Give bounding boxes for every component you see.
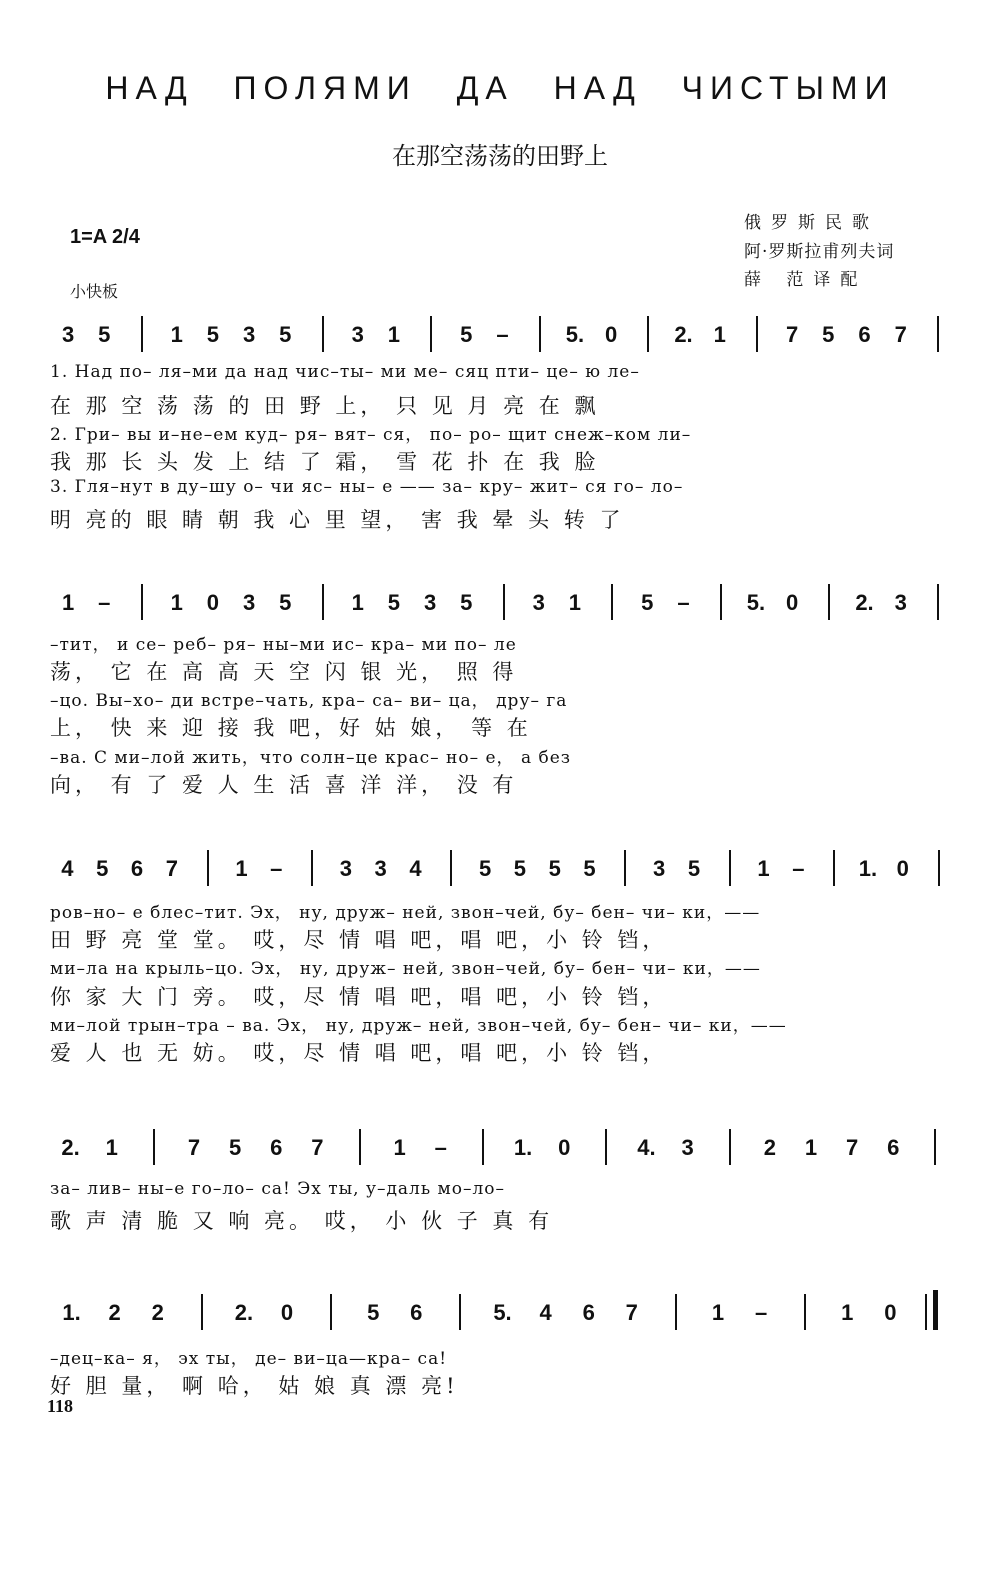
barline bbox=[611, 584, 613, 620]
note: – bbox=[792, 856, 805, 881]
note: 0 bbox=[785, 590, 799, 615]
music-row bbox=[50, 844, 962, 1134]
page-number: 118 bbox=[47, 1396, 74, 1416]
note: 3 bbox=[532, 590, 545, 615]
note: 5 bbox=[822, 322, 835, 347]
note: 5 bbox=[641, 590, 654, 615]
barline bbox=[330, 1294, 332, 1330]
note: 4. bbox=[637, 1135, 656, 1160]
note: 1 bbox=[170, 322, 183, 347]
barline bbox=[937, 316, 939, 352]
note: 7 bbox=[894, 322, 907, 347]
barline bbox=[833, 850, 835, 886]
barline bbox=[925, 1294, 927, 1330]
lyric-line: 2. Гри– вы и–не–ем куд– ря– вят– ся， по– ро– щит снеж–ком ли– bbox=[50, 425, 692, 445]
note: 3 bbox=[894, 590, 907, 615]
note: 4 bbox=[61, 856, 74, 881]
notation-line bbox=[50, 844, 962, 894]
note: 1 bbox=[105, 1135, 118, 1160]
barline bbox=[934, 1129, 936, 1165]
note: 0 bbox=[206, 590, 220, 615]
note: 6 bbox=[410, 1300, 423, 1325]
note: 1 bbox=[841, 1300, 854, 1325]
note: 5 bbox=[583, 856, 596, 881]
lyric-line: 在 那 空 荡 荡 的 田 野 上， 只 见 月 亮 在 飘 bbox=[50, 394, 600, 418]
barline bbox=[322, 316, 324, 352]
note: 2. bbox=[61, 1135, 80, 1160]
lyric-line: 我 那 长 头 发 上 结 了 霜， 雪 花 扑 在 我 脸 bbox=[50, 450, 600, 474]
barline bbox=[359, 1129, 361, 1165]
lyric-line: –тит， и се– реб– ря– ны–ми ис– кра– ми по– ле bbox=[50, 635, 517, 655]
note: 2 bbox=[763, 1135, 776, 1160]
lyric-line: 上， 快 来 迎 接 我 吧，好 姑 娘， 等 在 bbox=[50, 716, 532, 740]
barline bbox=[207, 850, 209, 886]
note: 3 bbox=[242, 322, 256, 347]
note: 0 bbox=[280, 1300, 294, 1325]
note: 3 bbox=[351, 322, 364, 347]
lyric-line: ми–лой трын–тра – ва. Эх， ну, друж– ней, звон–чей, бу– бен– чи– ки，—— bbox=[50, 1016, 787, 1036]
note: 5 bbox=[513, 856, 527, 881]
song-title: НАД ПОЛЯМИ ДА НАД ЧИСТЫМИ bbox=[105, 70, 895, 106]
lyric-line: 歌 声 清 脆 又 响 亮。 哎， 小 伙 子 真 有 bbox=[50, 1209, 554, 1233]
barline bbox=[729, 1129, 731, 1165]
barline bbox=[804, 1294, 806, 1330]
note: – bbox=[754, 1300, 768, 1325]
note: 1 bbox=[393, 1135, 406, 1160]
lyric-line: –ва. С ми–лой жить，что солн–це крас– но– е， а без bbox=[50, 748, 572, 768]
note: 3 bbox=[681, 1135, 694, 1160]
note: 5 bbox=[228, 1135, 242, 1160]
notation-line bbox=[50, 310, 962, 360]
note: 3 bbox=[61, 322, 75, 347]
barline bbox=[430, 316, 432, 352]
lyric-line: 向， 有 了 爱 人 生 活 喜 洋 洋， 没 有 bbox=[50, 773, 518, 797]
note: 6 bbox=[130, 856, 144, 881]
note: 7 bbox=[187, 1135, 201, 1160]
note: 6 bbox=[270, 1135, 283, 1160]
barline bbox=[201, 1294, 203, 1330]
barline bbox=[624, 850, 626, 886]
note: – bbox=[434, 1135, 447, 1160]
note: 5 bbox=[98, 322, 111, 347]
barline bbox=[756, 316, 758, 352]
lyric-line: 你 家 大 门 旁。 哎，尽 情 唱 吧，唱 吧，小 铃 铛， bbox=[50, 985, 668, 1009]
note: 1 bbox=[568, 590, 582, 615]
note: 1. bbox=[858, 856, 878, 881]
note: 0 bbox=[604, 322, 618, 347]
barline bbox=[647, 316, 649, 352]
song-subtitle: 在那空荡荡的田野上 bbox=[392, 142, 608, 170]
barline bbox=[938, 850, 940, 886]
note: – bbox=[496, 322, 509, 347]
notation-line bbox=[50, 1123, 962, 1173]
note: 5 bbox=[460, 590, 473, 615]
note: 5 bbox=[478, 856, 492, 881]
music-row bbox=[50, 578, 962, 868]
note: 1. bbox=[513, 1135, 533, 1160]
tempo-marking: 小快板 bbox=[70, 282, 119, 301]
lyric-line: 爱 人 也 无 妨。 哎，尽 情 唱 吧，唱 吧，小 铃 铛， bbox=[50, 1041, 668, 1065]
note: 5 bbox=[387, 590, 401, 615]
music-row bbox=[50, 1288, 962, 1578]
lyric-line: 明 亮的 眼 睛 朝 我 心 里 望， 害 我 晕 头 转 了 bbox=[50, 508, 625, 532]
barline bbox=[459, 1294, 461, 1330]
lyric-line: 3. Гля–нут в ду–шу о– чи яс– ны– е —— за– кру– жит– ся го– ло– bbox=[50, 477, 684, 497]
lyric-line: –дец–ка– я， эх ты， де– ви–ца—кра– са! bbox=[50, 1349, 448, 1369]
note: 4 bbox=[539, 1300, 552, 1325]
note: 5 bbox=[460, 322, 473, 347]
lyric-line: ров–но– е блес–тит. Эх， ну, друж– ней, звон–чей, бу– бен– чи– ки，—— bbox=[50, 903, 761, 923]
barline bbox=[503, 584, 505, 620]
note: 6 bbox=[582, 1300, 595, 1325]
barline bbox=[937, 584, 939, 620]
note: 1. bbox=[62, 1300, 81, 1325]
barline bbox=[828, 584, 830, 620]
note: 1 bbox=[351, 590, 364, 615]
note: 5 bbox=[367, 1300, 380, 1325]
note: 1 bbox=[757, 856, 770, 881]
credit-lyricist: 阿·罗斯拉甫列夫词 bbox=[744, 242, 895, 262]
note: 6 bbox=[887, 1135, 900, 1160]
note: – bbox=[98, 590, 111, 615]
lyric-line: за– лив– ны–е го–ло– са! Эх ты, у–даль мо–ло– bbox=[50, 1179, 506, 1199]
barline bbox=[141, 316, 143, 352]
barline bbox=[720, 584, 722, 620]
note: 7 bbox=[785, 322, 799, 347]
lyric-line: 1. Над по– ля–ми да над чис–ты– ми ме– сяц пти– це– ю ле– bbox=[50, 362, 640, 382]
note: 3 bbox=[374, 856, 387, 881]
note: 7 bbox=[625, 1300, 638, 1325]
notation-line bbox=[50, 578, 962, 628]
note: 0 bbox=[884, 1300, 897, 1325]
note: 1 bbox=[235, 856, 248, 881]
note: – bbox=[270, 856, 283, 881]
final-barline bbox=[933, 1290, 938, 1330]
note: 3 bbox=[339, 856, 352, 881]
note: – bbox=[677, 590, 690, 615]
note: 7 bbox=[311, 1135, 324, 1160]
note: 1 bbox=[713, 322, 726, 347]
note: 2. bbox=[674, 322, 693, 347]
note: 1 bbox=[804, 1135, 818, 1160]
note: 1 bbox=[61, 590, 75, 615]
note: 5. bbox=[493, 1300, 512, 1325]
note: 1 bbox=[711, 1300, 725, 1325]
barline bbox=[322, 584, 324, 620]
note: 2 bbox=[108, 1300, 121, 1325]
lyric-line: 荡， 它 在 高 高 天 空 闪 银 光， 照 得 bbox=[50, 660, 518, 684]
credit-translator: 薛 范译配 bbox=[744, 270, 868, 290]
note: 1 bbox=[387, 322, 401, 347]
key-signature: 1=A 2/4 bbox=[70, 226, 140, 248]
note: 3 bbox=[242, 590, 256, 615]
note: 0 bbox=[558, 1135, 571, 1160]
note: 3 bbox=[653, 856, 666, 881]
note: 5 bbox=[548, 856, 561, 881]
note: 5 bbox=[96, 856, 109, 881]
note: 5. bbox=[746, 590, 766, 615]
note: 0 bbox=[896, 856, 909, 881]
note: 2 bbox=[151, 1300, 164, 1325]
barline bbox=[153, 1129, 155, 1165]
barline bbox=[482, 1129, 484, 1165]
lyric-line: 好 胆 量， 啊 哈， 姑 娘 真 漂 亮! bbox=[50, 1374, 459, 1398]
lyric-line: ми–ла на крыль–цо. Эх， ну, друж– ней, звон–чей, бу– бен– чи– ки，—— bbox=[50, 959, 761, 979]
notation-line bbox=[50, 1288, 962, 1338]
barline bbox=[141, 584, 143, 620]
note: 5 bbox=[206, 322, 220, 347]
note: 5 bbox=[279, 322, 292, 347]
note: 7 bbox=[165, 856, 178, 881]
barline bbox=[450, 850, 452, 886]
note: 2. bbox=[234, 1300, 254, 1325]
barline bbox=[311, 850, 313, 886]
note: 6 bbox=[858, 322, 871, 347]
note: 4 bbox=[409, 856, 422, 881]
credit-origin: 俄罗斯民歌 bbox=[744, 213, 879, 233]
note: 7 bbox=[846, 1135, 859, 1160]
note: 5 bbox=[279, 590, 292, 615]
barline bbox=[605, 1129, 607, 1165]
note: 5 bbox=[687, 856, 701, 881]
note: 2. bbox=[855, 590, 874, 615]
note: 1 bbox=[170, 590, 183, 615]
barline bbox=[675, 1294, 677, 1330]
note: 3 bbox=[423, 590, 437, 615]
barline bbox=[539, 316, 541, 352]
barline bbox=[729, 850, 731, 886]
lyric-line: –цо. Вы–хо– ди встре–чать, кра– са– ви– ца， дру– га bbox=[50, 691, 568, 711]
music-row bbox=[50, 310, 962, 600]
lyric-line: 田 野 亮 堂 堂。 哎，尽 情 唱 吧，唱 吧，小 铃 铛， bbox=[50, 928, 668, 952]
note: 5. bbox=[565, 322, 585, 347]
